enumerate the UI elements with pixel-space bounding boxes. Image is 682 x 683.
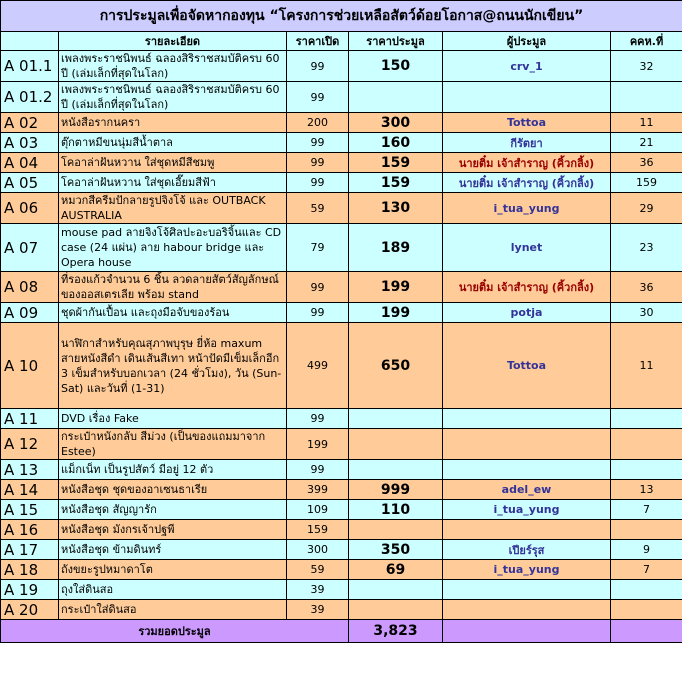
bid-price: 150 — [349, 51, 443, 82]
header-description: รายละเอียด — [59, 32, 287, 51]
opening-price: 79 — [287, 224, 349, 272]
bid-price: 69 — [349, 560, 443, 580]
item-description: เพลงพระราชนิพนธ์ ฉลองสิริราชสมบัติครบ 60 ปี (เล่มเล็กที่สุดในโลก) — [59, 51, 287, 82]
table-row — [1, 520, 682, 540]
bidder-name: i_tua_yung — [443, 193, 611, 224]
item-code: A 05 — [1, 173, 59, 193]
opening-price: 199 — [287, 429, 349, 460]
item-code: A 01.2 — [1, 82, 59, 113]
item-code: A 03 — [1, 133, 59, 153]
post-number: 21 — [611, 133, 682, 153]
item-description: ชุดผ้ากันเปื้อน และถุงมือจับของร้อน — [59, 303, 287, 323]
item-code: A 04 — [1, 153, 59, 173]
bidder-name: lynet — [443, 224, 611, 272]
sheet-title: การประมูลเพื่อจัดหากองทุน “โครงการช่วยเหลือสัตว์ด้อยโอกาส@ถนนนักเขียน” — [1, 1, 682, 32]
post-number: 23 — [611, 224, 682, 272]
bidder-name: i_tua_yung — [443, 560, 611, 580]
bidder-name — [443, 460, 611, 480]
header-bidder: ผู้ประมูล — [443, 32, 611, 51]
table-row — [1, 540, 682, 560]
opening-price: 99 — [287, 460, 349, 480]
opening-price: 99 — [287, 272, 349, 303]
bid-price: 159 — [349, 173, 443, 193]
bid-price: 650 — [349, 323, 443, 409]
table-row — [1, 224, 682, 272]
bidder-name — [443, 580, 611, 600]
item-code: A 02 — [1, 113, 59, 133]
table-row — [1, 560, 682, 580]
total-empty — [443, 620, 611, 643]
item-code: A 20 — [1, 600, 59, 620]
item-description: แม็กเน็ท เป็นรูปสัตว์ มีอยู่ 12 ตัว — [59, 460, 287, 480]
total-label: รวมยอดประมูล — [1, 620, 349, 643]
post-number — [611, 429, 682, 460]
bid-price — [349, 600, 443, 620]
bid-price: 999 — [349, 480, 443, 500]
bid-price — [349, 82, 443, 113]
item-description: หนังสือชุด ข้ามดินทร์ — [59, 540, 287, 560]
bidder-name: กีรัตยา — [443, 133, 611, 153]
header-row — [1, 32, 682, 51]
opening-price: 399 — [287, 480, 349, 500]
bidder-name: adel_ew — [443, 480, 611, 500]
table-row — [1, 323, 682, 409]
opening-price: 39 — [287, 600, 349, 620]
table-row — [1, 133, 682, 153]
item-code: A 19 — [1, 580, 59, 600]
opening-price: 109 — [287, 500, 349, 520]
bid-price: 110 — [349, 500, 443, 520]
opening-price: 300 — [287, 540, 349, 560]
opening-price: 99 — [287, 51, 349, 82]
item-description: หนังสือชุด ชุดของอาเซนธาเรีย — [59, 480, 287, 500]
table-row — [1, 460, 682, 480]
bid-price: 199 — [349, 272, 443, 303]
post-number: 11 — [611, 113, 682, 133]
bidder-name: crv_1 — [443, 51, 611, 82]
item-code: A 14 — [1, 480, 59, 500]
item-description: DVD เรื่อง Fake — [59, 409, 287, 429]
item-code: A 07 — [1, 224, 59, 272]
bidder-name — [443, 82, 611, 113]
item-code: A 13 — [1, 460, 59, 480]
opening-price: 39 — [287, 580, 349, 600]
header-posts: คคห.ที่ — [611, 32, 682, 51]
opening-price: 99 — [287, 173, 349, 193]
table-row — [1, 193, 682, 224]
item-description: กระเป๋าใส่ดินสอ — [59, 600, 287, 620]
total-row — [1, 620, 682, 643]
item-code: A 15 — [1, 500, 59, 520]
table-row — [1, 600, 682, 620]
header-bid-price: ราคาประมูล — [349, 32, 443, 51]
item-description: หนังสือชุด มังกรเจ้าปฐพี — [59, 520, 287, 540]
item-description: ถุงใส่ดินสอ — [59, 580, 287, 600]
bid-price — [349, 460, 443, 480]
bid-price — [349, 520, 443, 540]
item-description: เพลงพระราชนิพนธ์ ฉลองสิริราชสมบัติครบ 60 ปี (เล่มเล็กที่สุดในโลก) — [59, 82, 287, 113]
item-code: A 09 — [1, 303, 59, 323]
total-value: 3,823 — [349, 620, 443, 643]
bidder-name — [443, 600, 611, 620]
bid-price: 300 — [349, 113, 443, 133]
item-description: หนังสือรากนครา — [59, 113, 287, 133]
table-row — [1, 303, 682, 323]
post-number — [611, 409, 682, 429]
post-number — [611, 460, 682, 480]
opening-price: 499 — [287, 323, 349, 409]
bidder-name: potja — [443, 303, 611, 323]
opening-price: 99 — [287, 153, 349, 173]
table-row — [1, 272, 682, 303]
item-description: หมวกสีครีมปักลายรูปจิงโจ้ และ OUTBACK AUSTRALIA — [59, 193, 287, 224]
bidder-name: i_tua_yung — [443, 500, 611, 520]
table-row — [1, 429, 682, 460]
post-number: 30 — [611, 303, 682, 323]
post-number: 36 — [611, 153, 682, 173]
bid-price — [349, 429, 443, 460]
header-code — [1, 32, 59, 51]
bidder-name: นายติ๋ม เจ้าสำราญ (คิ้วกลิ้ง) — [443, 173, 611, 193]
post-number: 13 — [611, 480, 682, 500]
bidder-name — [443, 520, 611, 540]
item-code: A 06 — [1, 193, 59, 224]
item-code: A 10 — [1, 323, 59, 409]
bid-price: 160 — [349, 133, 443, 153]
item-description: ถังขยะรูปหมาดาโต — [59, 560, 287, 580]
item-description: นาฬิกาสำหรับคุณสุภาพบุรุษ ยี่ห้อ maxum สายหนังสีดำ เดินเส้นสีเทา หน้าปัดมีเข็มเล็กอีก 3 เข็มสำหรับบอกเวลา (24 ชั่วโมง), วัน (Sun-Sat) และวันที่ (1-31) — [59, 323, 287, 409]
bid-price: 130 — [349, 193, 443, 224]
post-number: 11 — [611, 323, 682, 409]
opening-price: 99 — [287, 133, 349, 153]
bid-price: 189 — [349, 224, 443, 272]
item-description: ตุ๊กตาหมีขนนุ่มสีน้ำตาล — [59, 133, 287, 153]
bid-price: 199 — [349, 303, 443, 323]
item-code: A 18 — [1, 560, 59, 580]
item-description: หนังสือชุด สัญญารัก — [59, 500, 287, 520]
bid-price: 350 — [349, 540, 443, 560]
table-row — [1, 113, 682, 133]
post-number — [611, 520, 682, 540]
total-empty — [611, 620, 682, 643]
header-opening-price: ราคาเปิด — [287, 32, 349, 51]
item-description: กระเป๋าหนังกลับ สีม่วง (เป็นของแถมมาจาก Estee) — [59, 429, 287, 460]
post-number: 159 — [611, 173, 682, 193]
item-code: A 11 — [1, 409, 59, 429]
opening-price: 99 — [287, 82, 349, 113]
post-number — [611, 580, 682, 600]
item-description: โคอาล่าฝันหวาน ใส่ชุดหมีสีชมพู — [59, 153, 287, 173]
bid-price — [349, 409, 443, 429]
table-row — [1, 51, 682, 82]
item-code: A 12 — [1, 429, 59, 460]
table-row — [1, 480, 682, 500]
table-row — [1, 173, 682, 193]
item-code: A 17 — [1, 540, 59, 560]
table-row — [1, 580, 682, 600]
opening-price: 99 — [287, 303, 349, 323]
table-row — [1, 82, 682, 113]
post-number: 7 — [611, 560, 682, 580]
post-number: 32 — [611, 51, 682, 82]
bidder-name: นายติ๋ม เจ้าสำราญ (คิ้วกลิ้ง) — [443, 272, 611, 303]
bidder-name: Tottoa — [443, 323, 611, 409]
bidder-name: นายติ๋ม เจ้าสำราญ (คิ้วกลิ้ง) — [443, 153, 611, 173]
item-description: ที่รองแก้วจำนวน 6 ชิ้น ลวดลายสัตว์สัญลักษณ์ของออสเตรเลีย พร้อม stand — [59, 272, 287, 303]
opening-price: 159 — [287, 520, 349, 540]
bidder-name: เปียร์รุส — [443, 540, 611, 560]
post-number: 9 — [611, 540, 682, 560]
post-number: 7 — [611, 500, 682, 520]
post-number: 36 — [611, 272, 682, 303]
opening-price: 59 — [287, 193, 349, 224]
bid-price: 159 — [349, 153, 443, 173]
opening-price: 99 — [287, 409, 349, 429]
item-description: โคอาล่าฝันหวาน ใส่ชุดเอี๊ยมสีฟ้า — [59, 173, 287, 193]
post-number — [611, 82, 682, 113]
item-code: A 16 — [1, 520, 59, 540]
item-description: mouse pad ลายจิงโจ้ศิลปะอะบอริจิ้นและ CD case (24 แผ่น) ลาย habour bridge และ Opera house — [59, 224, 287, 272]
item-code: A 08 — [1, 272, 59, 303]
bidder-name — [443, 409, 611, 429]
opening-price: 59 — [287, 560, 349, 580]
bid-price — [349, 580, 443, 600]
bidder-name — [443, 429, 611, 460]
opening-price: 200 — [287, 113, 349, 133]
post-number — [611, 600, 682, 620]
table-row — [1, 409, 682, 429]
table-row — [1, 153, 682, 173]
item-code: A 01.1 — [1, 51, 59, 82]
bidder-name: Tottoa — [443, 113, 611, 133]
table-row — [1, 500, 682, 520]
post-number: 29 — [611, 193, 682, 224]
